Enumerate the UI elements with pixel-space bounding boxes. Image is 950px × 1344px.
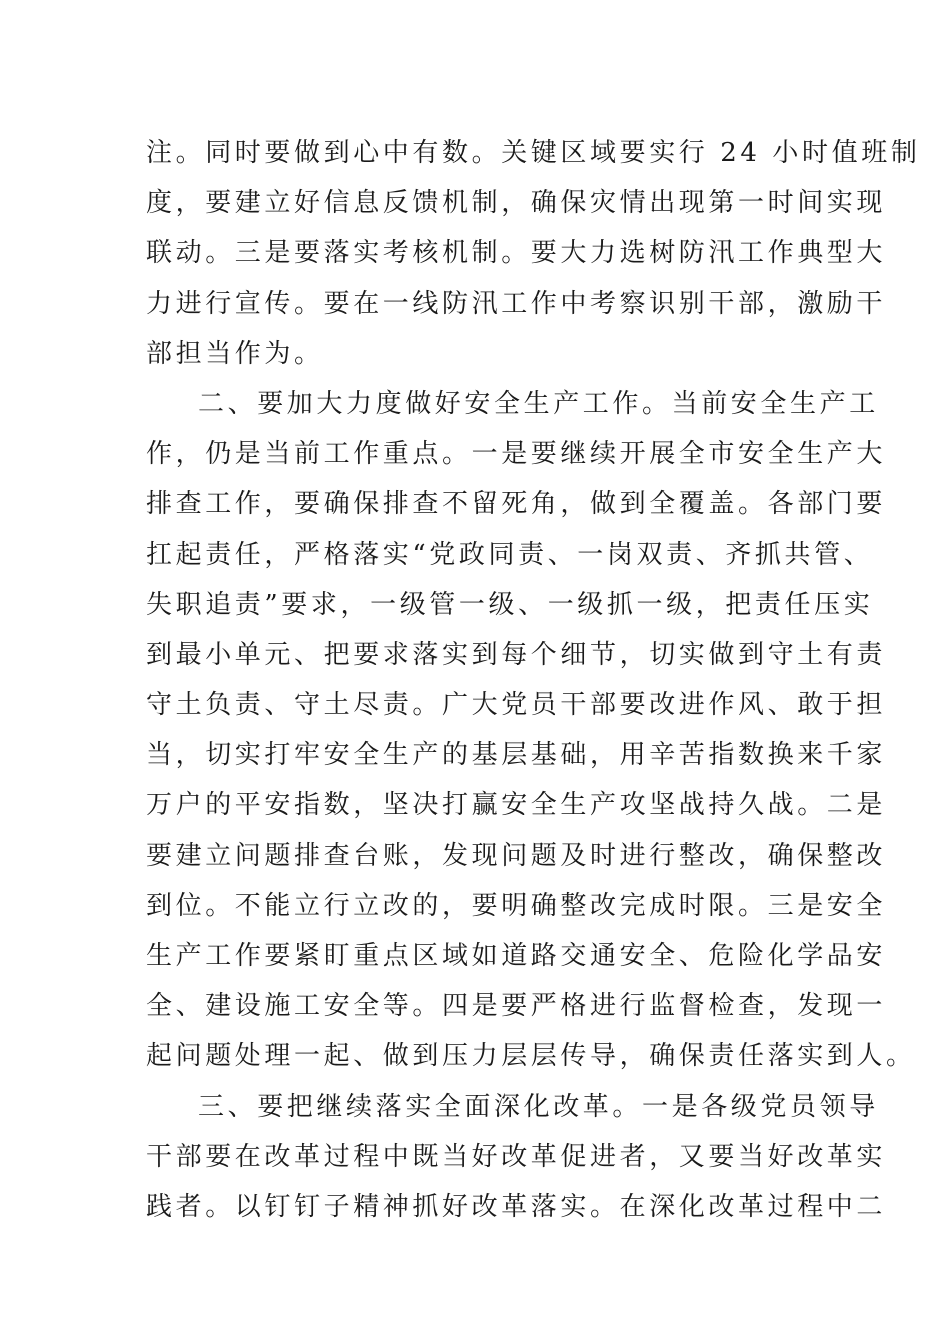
paragraph-two — [146, 379, 916, 1082]
text-line: 到最小单元、把要求落实到每个细节，切实做到守土有责 — [146, 639, 887, 670]
paragraph-continued — [146, 128, 921, 379]
text-line: 守土负责、守土尽责。广大党员干部要改进作风、敢于担 — [146, 690, 887, 721]
text-line: 当，切实打牢安全生产的基层基础，用辛苦指数换来千家 — [146, 740, 887, 771]
text-line: 全、建设施工安全等。四是要严格进行监督检查，发现一 — [146, 991, 887, 1022]
text-line: 万户的平安指数，坚决打赢安全生产攻坚战持久战。二是 — [146, 790, 887, 821]
text-line: 起问题处理一起、做到压力层层传导，确保责任落实到人。 — [146, 1041, 916, 1072]
text-line: 部担当作为。 — [146, 338, 324, 369]
text-line: 三、要把继续落实全面深化改革。一是各级党员领导 — [198, 1091, 879, 1122]
text-line: 作，仍是当前工作重点。一是要继续开展全市安全生产大 — [146, 439, 887, 470]
text-line: 生产工作要紧盯重点区域如道路交通安全、危险化学品安 — [146, 941, 887, 971]
text-line: 度，要建立好信息反馈机制，确保灾情出现第一时间实现 — [146, 188, 887, 219]
text-line: 失职追责”要求，一级管一级、一级抓一级，把责任压实 — [146, 589, 874, 620]
text-line: 干部要在改革过程中既当好改革促进者，又要当好改革实 — [146, 1141, 887, 1172]
text-line: 二、要加大力度做好安全生产工作。当前安全生产工 — [198, 388, 879, 419]
paragraph-three — [146, 1082, 887, 1233]
text-line: 到位。不能立行立改的，要明确整改完成时限。三是安全 — [146, 890, 887, 921]
text-line: 注。同时要做到心中有数。关键区域要实行 24 小时值班制 — [146, 138, 921, 168]
text-line: 要建立问题排查台账，发现问题及时进行整改，确保整改 — [146, 840, 887, 871]
text-line: 力进行宣传。要在一线防汛工作中考察识别干部，激励干 — [146, 288, 887, 319]
text-line: 联动。三是要落实考核机制。要大力选树防汛工作典型大 — [146, 238, 887, 269]
text-line: 践者。以钉钉子精神抓好改革落实。在深化改革过程中二 — [146, 1191, 887, 1222]
text-line: 排查工作，要确保排查不留死角，做到全覆盖。各部门要 — [146, 489, 887, 520]
text-line: 扛起责任，严格落实“党政同责、一岗双责、齐抓共管、 — [146, 539, 874, 570]
document-body — [146, 128, 921, 1232]
